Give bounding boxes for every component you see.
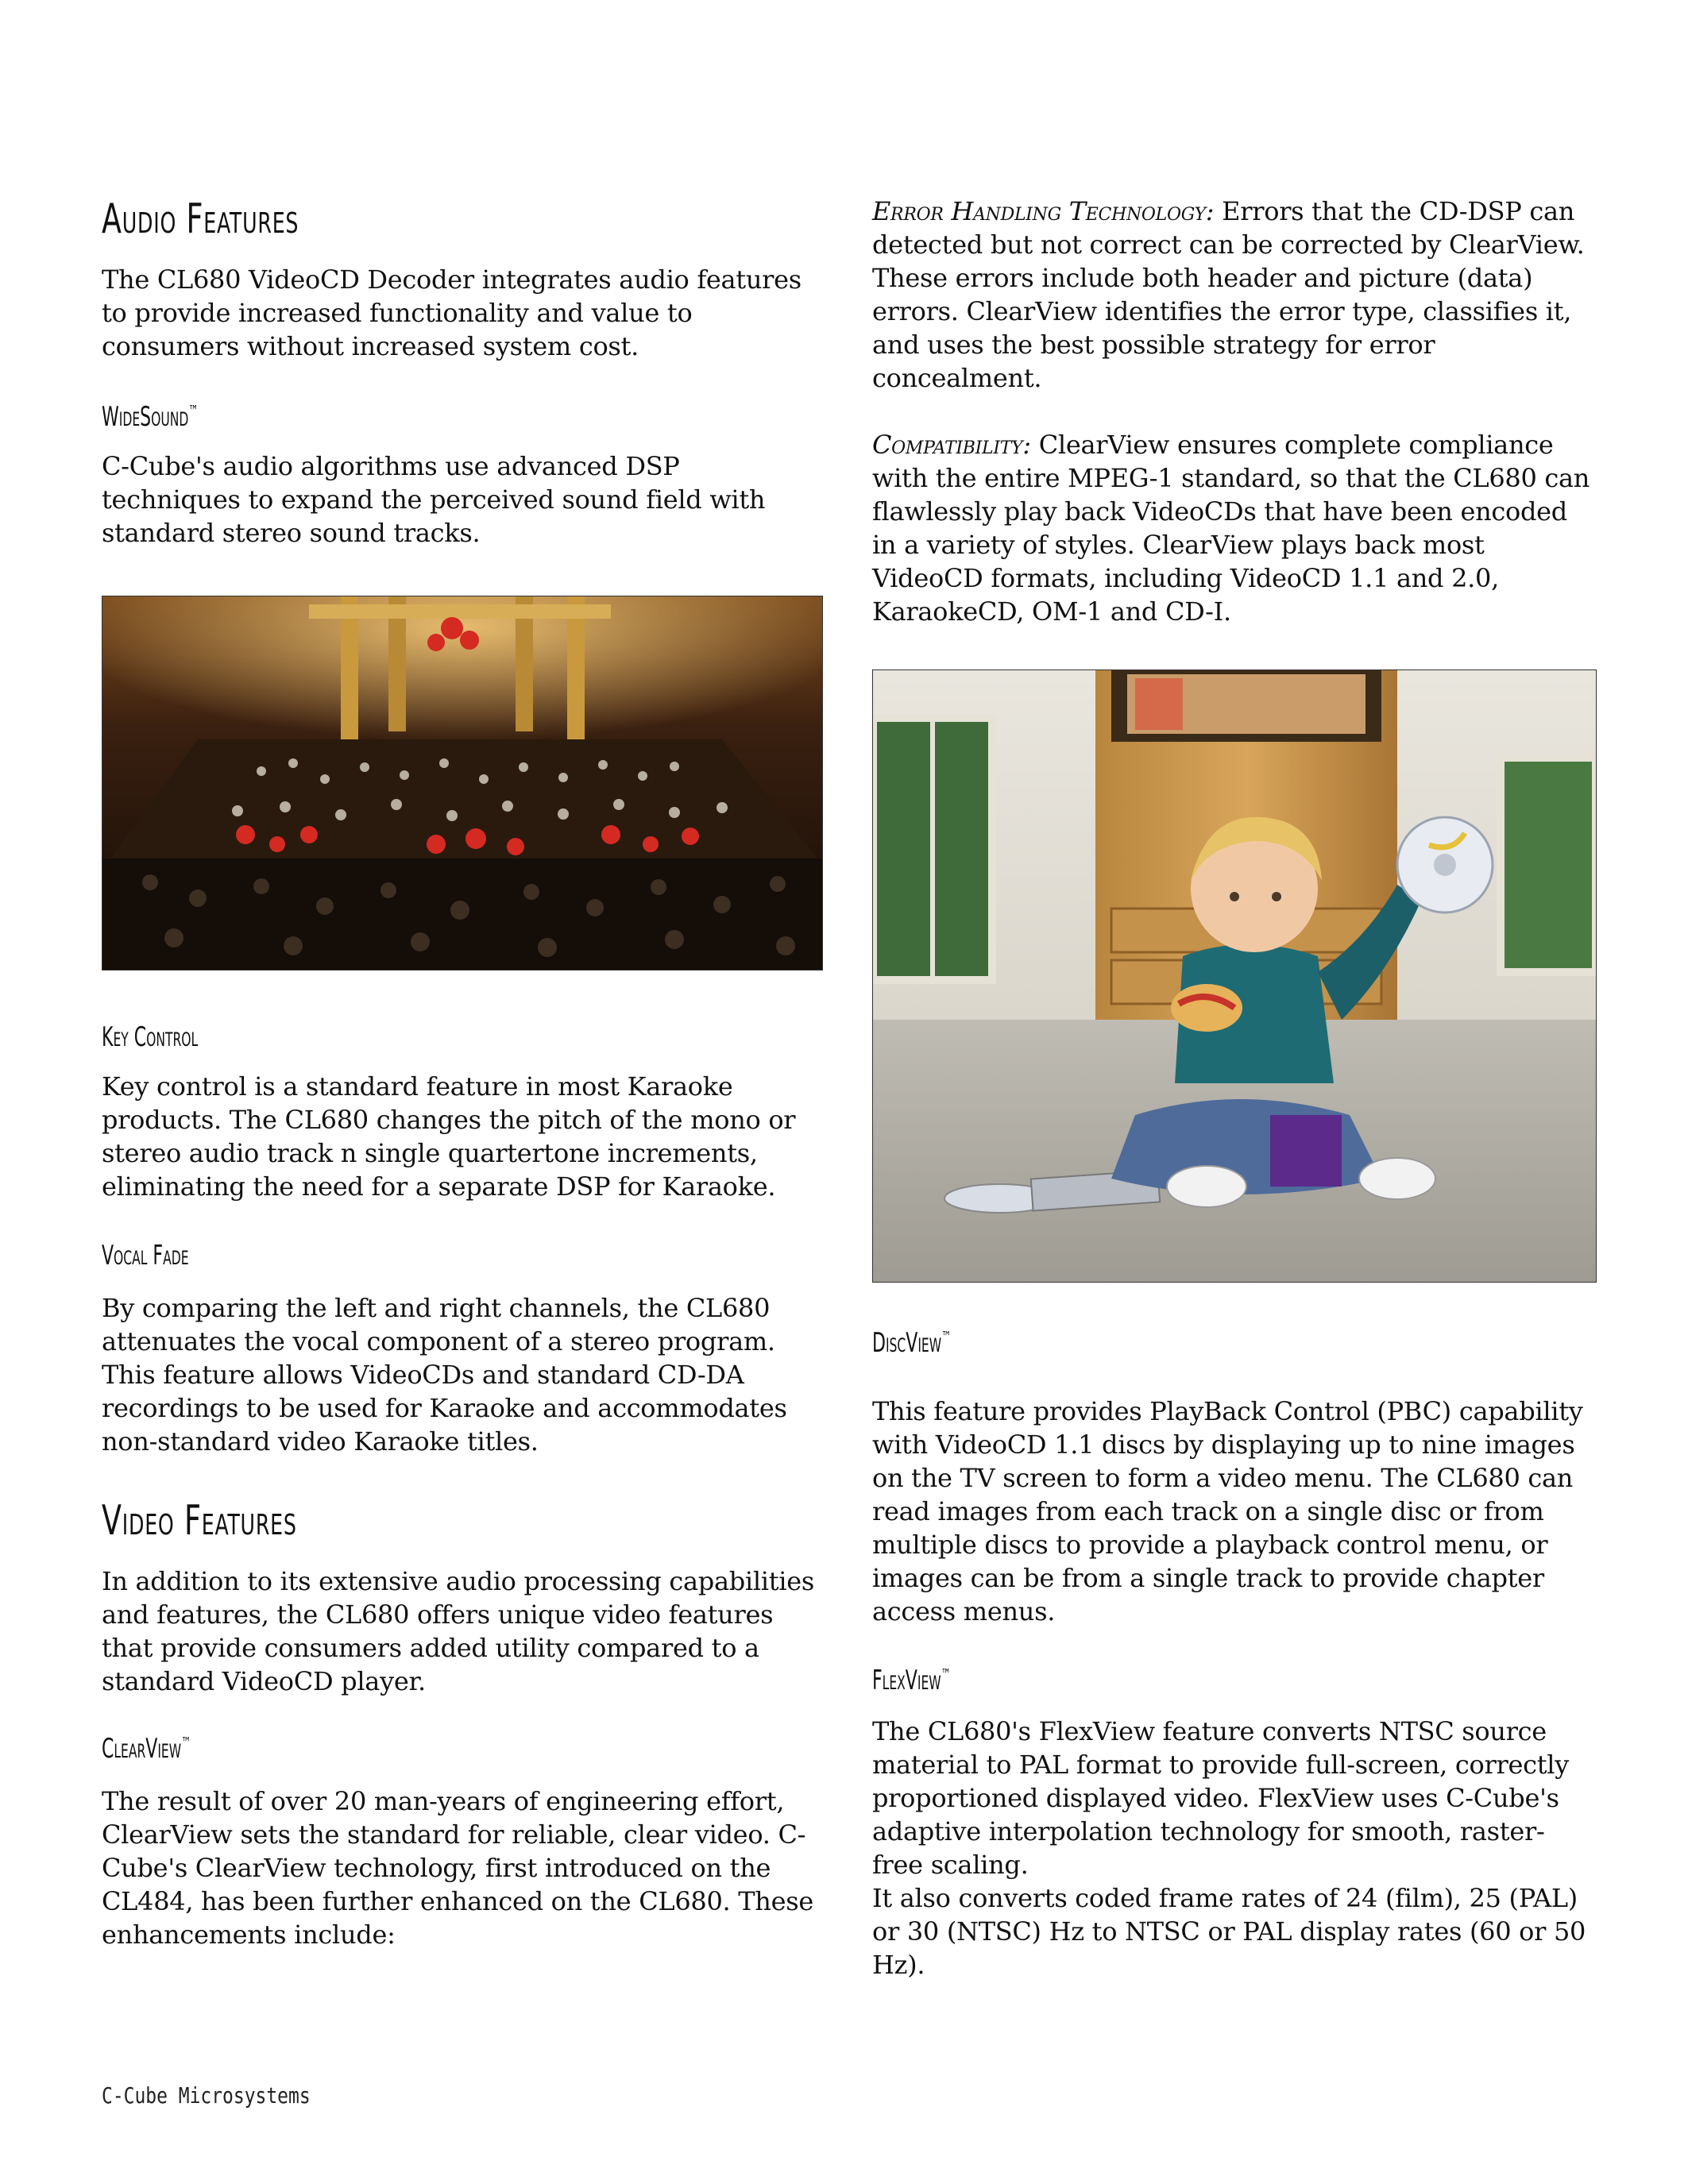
- compatibility-lead: Compatibility:: [872, 430, 1031, 460]
- orchestra-image: [102, 596, 822, 970]
- discview-heading: DiscView™: [872, 1327, 952, 1359]
- key-control-body: Key control is a standard feature in most Karaoke products. The CL680 changes the pitch of the mono or stereo audio track n single quartertone increments, eliminating the need for a separate DSP for Karaoke.: [102, 1071, 796, 1202]
- clearview-heading: ClearView™: [102, 1733, 191, 1765]
- clearview-body: The result of over 20 man-years of engineering effort, ClearView sets the standard for reliable, clear video. C-Cube's ClearView technology, first introduced on the CL484, has been further enhanced on the CL680. These enhancements include:: [102, 1785, 813, 1950]
- flexview-body: The CL680's FlexView feature converts NTSC source material to PAL format to provide full-screen, correctly proportioned displayed video. FlexView uses C-Cube's adaptive interpolation technology for smooth, raster-free scaling.: [872, 1715, 1569, 1880]
- key-control-heading: Key Control: [102, 1021, 199, 1054]
- audio-features-body: The CL680 VideoCD Decoder integrates audio features to provide increased functionality and value to consumers without increased system cost.: [102, 264, 802, 362]
- trademark-mark: ™: [941, 1329, 952, 1346]
- widesound-heading: WideSound™: [102, 401, 199, 434]
- right-column: [872, 195, 1595, 1981]
- trademark-mark: ™: [941, 1666, 951, 1684]
- error-handling-body: Errors that the CD-DSP can detected but not correct can be corrected by ClearView. These errors include both header and picture (data) errors. ClearView identifies the error type, classifies it, and uses the best possible strategy for error concealment.: [872, 196, 1585, 393]
- audio-features-heading: Audio Features: [102, 195, 299, 243]
- error-handling-paragraph: [872, 195, 1595, 395]
- flexview-body-2: It also converts coded frame rates of 24 (film), 25 (PAL) or 30 (NTSC) Hz to NTSC or PAL display rates (60 or 50 Hz).: [872, 1882, 1586, 1980]
- video-features-heading: Video Features: [102, 1496, 297, 1545]
- vocal-fade-body: By comparing the left and right channels, the CL680 attenuates the vocal component of a stereo program. This feature allows VideoCDs and standard CD-DA recordings to be used for Karaoke and accommodates non-standard video Karaoke titles.: [102, 1292, 787, 1457]
- compatibility-body: ClearView ensures complete compliance with the entire MPEG-1 standard, so that the CL680 can flawlessly play back VideoCDs that have been encoded in a variety of styles. ClearView plays back most VideoCD formats, including VideoCD 1.1 and 2.0, KaraokeCD, OM-1 and CD-I.: [872, 430, 1590, 627]
- flexview-heading: FlexView™: [872, 1664, 951, 1696]
- left-column: [102, 195, 825, 1951]
- compatibility-paragraph: [872, 428, 1595, 628]
- orchestra-photo: [102, 596, 823, 970]
- child-photo: [872, 669, 1597, 1283]
- discview-body: This feature provides PlayBack Control (PBC) capability with VideoCD 1.1 discs by displaying up to nine images on the TV screen to form a video menu. The CL680 can read images from each track on a single disc or from multiple discs to provide a playback control menu, or images can be from a single track to provide chapter access menus.: [872, 1395, 1583, 1626]
- trademark-mark: ™: [188, 403, 199, 421]
- trademark-mark: ™: [181, 1734, 191, 1752]
- widesound-body: C-Cube's audio algorithms use advanced DSP techniques to expand the perceived sound field with standard stereo sound tracks.: [102, 451, 766, 549]
- child-with-disc-image: [873, 670, 1596, 1282]
- vocal-fade-heading: Vocal Fade: [102, 1239, 189, 1271]
- video-features-body: In addition to its extensive audio processing capabilities and features, the CL680 offers unique video features that provide consumers added utility compared to a standard VideoCD player.: [102, 1566, 814, 1697]
- error-handling-lead: Error Handling Technology:: [872, 196, 1215, 226]
- footer-company: C-Cube Microsystems: [102, 2082, 311, 2109]
